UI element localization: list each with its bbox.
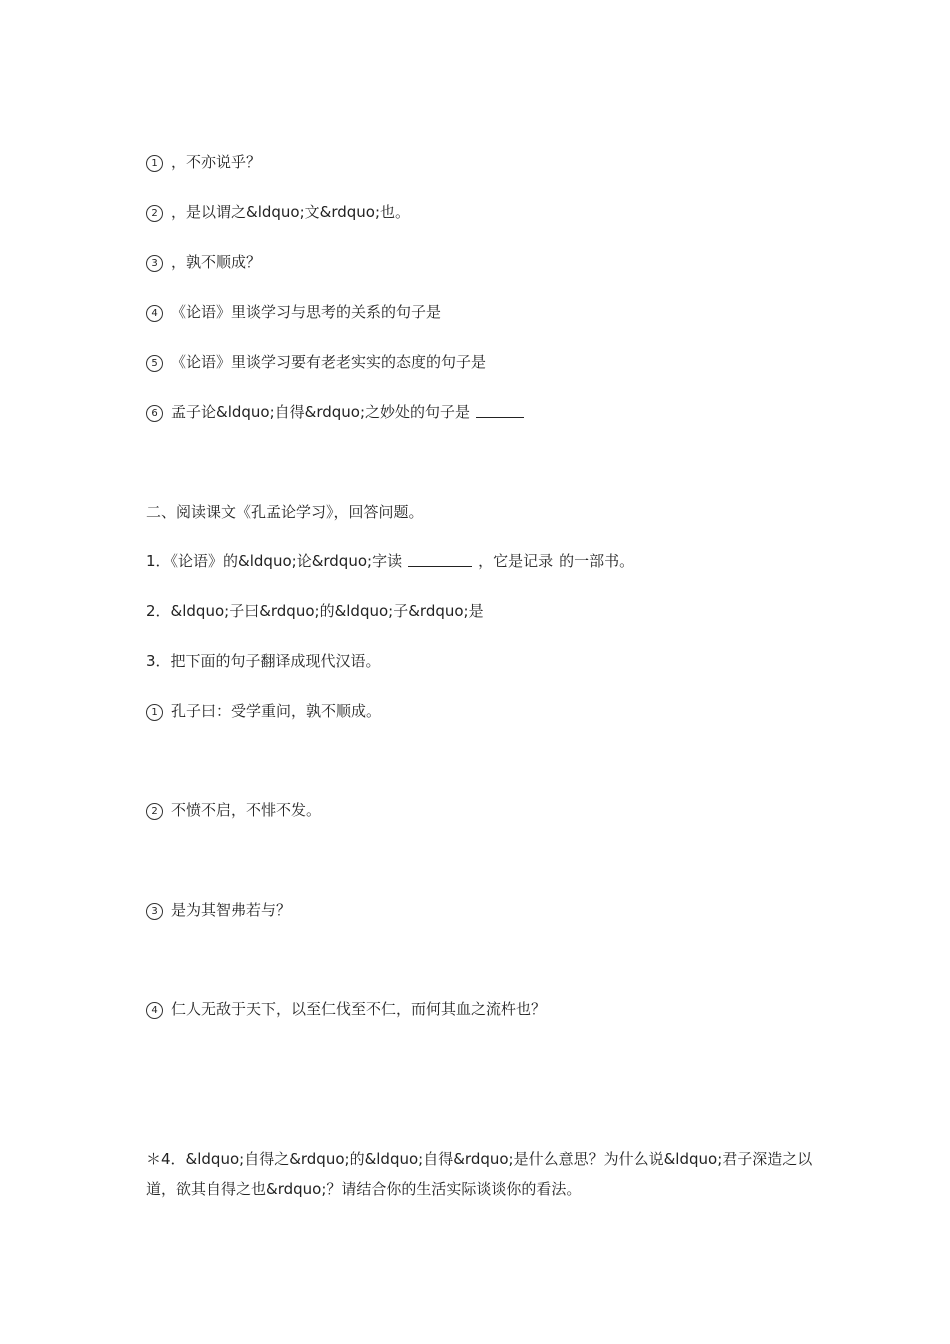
translate-item-2 <box>146 798 321 822</box>
fill-item-2 <box>146 200 410 224</box>
item-text: 是为其智弗若与？ <box>171 901 292 919</box>
answer-blank[interactable] <box>408 552 472 567</box>
circled-number: 5 <box>146 355 163 372</box>
question-text: ，它是记录 <box>478 552 554 570</box>
circled-number: 1 <box>146 704 163 721</box>
fill-item-3 <box>146 250 261 274</box>
fill-item-1 <box>146 150 261 174</box>
question-3: 3．把下面的句子翻译成现代汉语。 <box>146 652 381 670</box>
circled-number: 2 <box>146 205 163 222</box>
item-text: ，不亦说乎？ <box>171 153 262 171</box>
circled-number: 2 <box>146 803 163 820</box>
fill-item-5 <box>146 350 486 374</box>
item-text: ，是以谓之&ldquo;文&rdquo;也。 <box>171 203 411 221</box>
item-text: 不愤不启，不悱不发。 <box>171 801 322 819</box>
circled-number: 1 <box>146 155 163 172</box>
translate-item-3 <box>146 898 291 922</box>
question-2: 2．&ldquo;子曰&rdquo;的&ldquo;子&rdquo;是 <box>146 602 484 620</box>
circled-number: 3 <box>146 903 163 920</box>
item-text: 孔子曰：受学重问，孰不顺成。 <box>171 702 382 720</box>
circled-number: 4 <box>146 1002 163 1019</box>
item-text: 《论语》里谈学习与思考的关系的句子是 <box>171 303 442 321</box>
question-1 <box>146 549 634 573</box>
circled-number: 4 <box>146 305 163 322</box>
fill-item-6 <box>146 400 530 424</box>
section-heading: 二、阅读课文《孔孟论学习》，回答问题。 <box>146 503 424 521</box>
item-text: ，孰不顺成？ <box>171 253 262 271</box>
item-text: 《论语》里谈学习要有老老实实的态度的句子是 <box>171 353 487 371</box>
item-text: 孟子论&ldquo;自得&rdquo;之妙处的句子是 <box>171 403 471 421</box>
question-4: ＊4．&ldquo;自得之&rdquo;的&ldquo;自得&rdquo;是什么意思？为什么说&ldquo;君子深造之以道，欲其自得之也&rdquo;？请结合你的生活实际谈谈你的看法。 <box>146 1150 813 1198</box>
question-text: 1．《论语》的&ldquo;论&rdquo;字读 <box>146 552 403 570</box>
translate-item-1 <box>146 699 381 723</box>
question-text: 的一部书。 <box>559 552 635 570</box>
circled-number: 6 <box>146 405 163 422</box>
translate-item-4 <box>146 997 546 1021</box>
circled-number: 3 <box>146 255 163 272</box>
fill-item-4 <box>146 300 441 324</box>
item-text: 仁人无敌于天下，以至仁伐至不仁，而何其血之流杵也？ <box>171 1000 547 1018</box>
answer-blank[interactable] <box>476 403 524 418</box>
